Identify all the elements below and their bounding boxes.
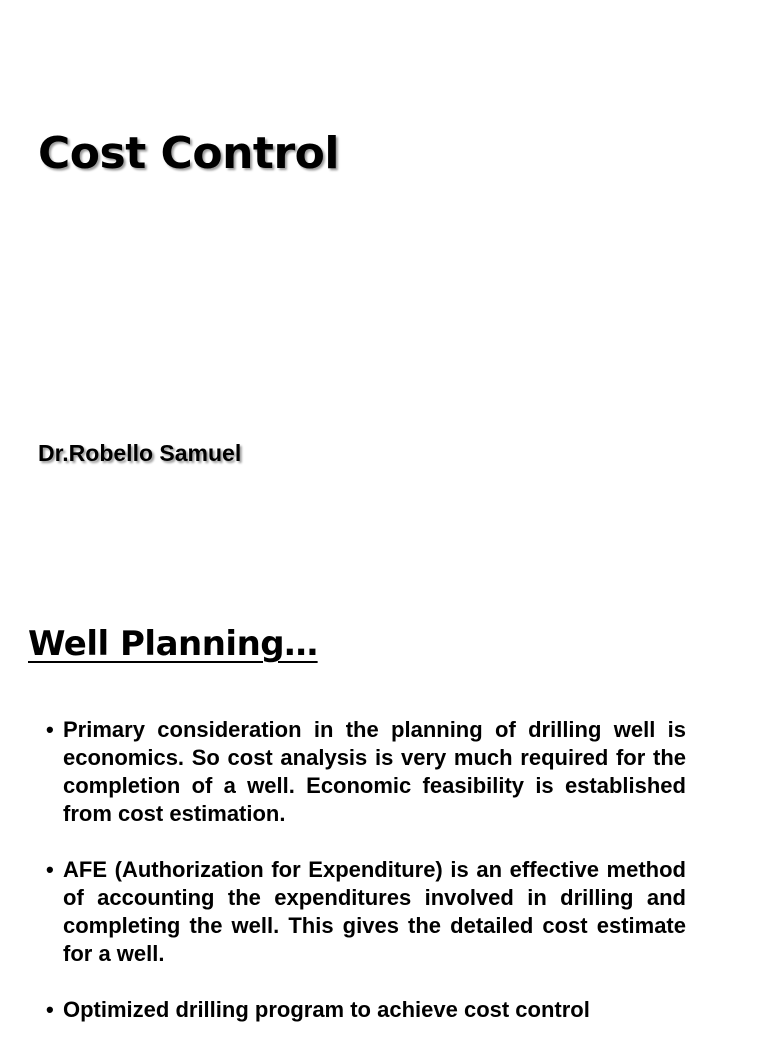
- bullet-item-3: [46, 996, 686, 1024]
- bullet-dot-icon: •: [46, 717, 54, 742]
- section-heading: Well Planning…: [28, 624, 318, 664]
- slide-title: Cost Control: [38, 128, 339, 179]
- author-name: Dr.Robello Samuel: [38, 440, 242, 466]
- bullet-list: [46, 716, 686, 1052]
- bullet-item-2: [46, 856, 686, 968]
- bullet-dot-icon: •: [46, 997, 54, 1022]
- bullet-dot-icon: •: [46, 857, 54, 882]
- bullet-text: Primary consideration in the planning of drilling well is economics. So cost analysis is very much required for the completion of a well. Economic feasibility is established from cost estimation.: [63, 717, 686, 826]
- bullet-text: Optimized drilling program to achieve cost control: [63, 997, 590, 1022]
- bullet-text: AFE (Authorization for Expenditure) is an effective method of accounting the expenditures involved in drilling and completing the well. This gives the detailed cost estimate for a well.: [63, 857, 686, 966]
- bullet-item-1: [46, 716, 686, 828]
